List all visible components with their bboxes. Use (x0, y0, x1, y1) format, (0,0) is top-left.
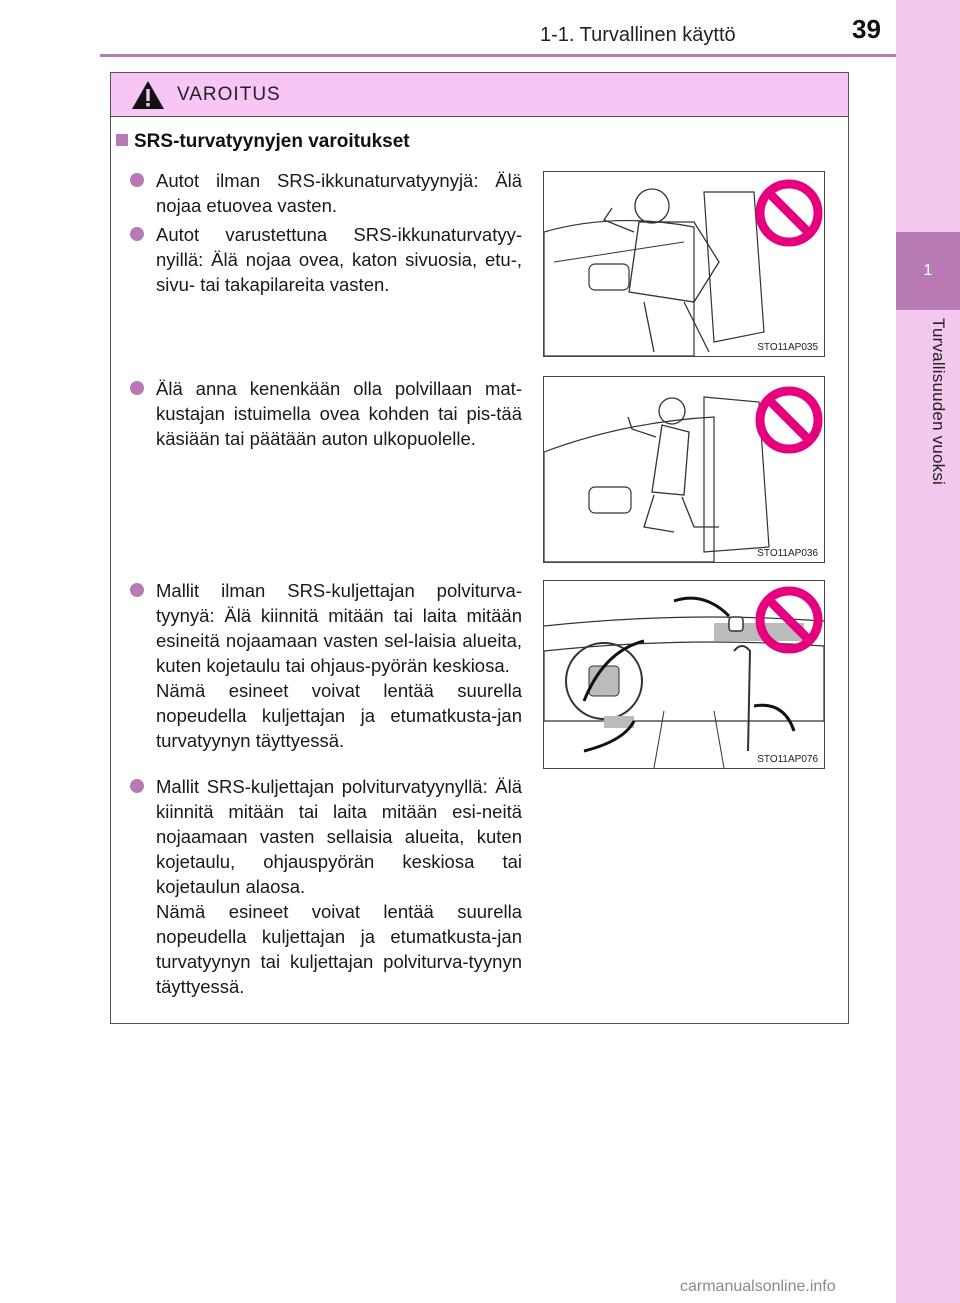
figure-code: STO11AP076 (757, 754, 818, 765)
page-number: 39 (852, 14, 881, 44)
warning-triangle-icon (131, 80, 165, 110)
figure-dashboard-objects (543, 580, 825, 769)
prohibition-icon (754, 178, 824, 248)
chapter-title: Turvallisuuden vuoksi (929, 318, 948, 486)
list-item: Autot ilman SRS-ikkunaturvatyynyjä: Älä nojaa etuovea vasten. (130, 168, 522, 218)
watermark: carmanualsonline.info (680, 1278, 836, 1295)
bullet-dot-icon (130, 173, 144, 187)
section-header: 1-1. Turvallinen käyttö (540, 24, 736, 46)
figure-kneel-on-seat (543, 376, 825, 563)
bullet-dot-icon (130, 779, 144, 793)
list-item: Mallit ilman SRS-kuljettajan polviturva-tyynyä: Älä kiinnitä mitään tai laita mitään esineitä nojaamaan vasten sel-laisia alueita, kuten kojetaulu tai ohjaus-pyörän keskiosa. Nämä esineet voivat lentää suurella nopeudella kuljettajan ja etumatkusta-jan turvatyynyn täyttyessä. (130, 578, 522, 753)
chapter-side-tab (896, 0, 960, 1303)
figure-code: STO11AP035 (757, 342, 818, 353)
figure-lean-on-door (543, 171, 825, 357)
prohibition-icon (754, 385, 824, 455)
header-divider (100, 54, 896, 57)
list-item: Autot varustettuna SRS-ikkunaturvatyy-nyillä: Älä nojaa ovea, katon sivuosia, etu-, sivu- tai takapilareita vasten. (130, 222, 522, 297)
square-bullet-icon (116, 134, 128, 146)
prohibition-icon (754, 585, 824, 655)
list-item: Mallit SRS-kuljettajan polviturvatyynyllä: Älä kiinnitä mitään tai laita mitään esi-neitä nojaamaan vasten sellaisia alueita, kuten kojetaulu, ohjauspyörän keskiosa tai kojetaulun alaosa. Nämä esineet voivat lentää suurella nopeudella kuljettajan ja etumatkusta-jan turvatyynyn tai kuljettajan polviturva-tyynyn täyttyessä. (130, 774, 522, 999)
bullet-dot-icon (130, 227, 144, 241)
bullet-dot-icon (130, 381, 144, 395)
list-item: Älä anna kenenkään olla polvillaan mat-kustajan istuimella ovea kohden tai pis-tää käsiään tai päätään auton ulkopuolelle. (130, 376, 522, 451)
warning-section-title: SRS-turvatyynyjen varoitukset (116, 131, 410, 153)
warning-header (111, 73, 848, 117)
figure-code: STO11AP036 (757, 548, 818, 559)
warning-label: VAROITUS (177, 83, 281, 105)
bullet-dot-icon (130, 583, 144, 597)
chapter-number: 1 (896, 232, 960, 310)
